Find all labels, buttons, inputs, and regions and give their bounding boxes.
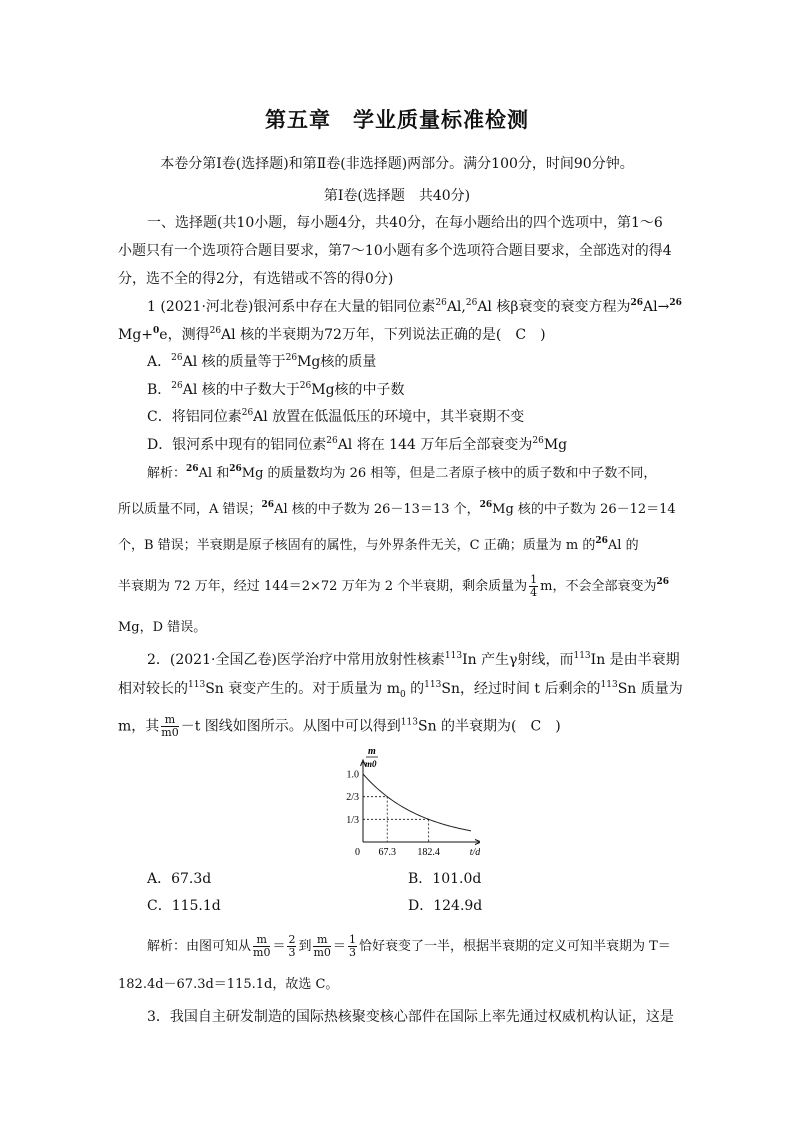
q2-option-c: C．115.1d: [147, 898, 221, 914]
decay-curve-chart: [330, 742, 480, 860]
q1-option-d: D．银河系中现有的铝同位素$^{26}$Al 将在 144 万年后全部衰变为$^{26}$Mg: [147, 436, 568, 453]
q1-explanation-line2: 所以质量不同，A 错误；$^{26}$Al 核的中子数为 26－13＝13 个，$^{26}$Mg 核的中子数为 26－12＝14: [118, 500, 676, 517]
x-axis-label: t/d: [469, 847, 480, 858]
q1-explanation-line1: 解析：$^{26}$Al 和$^{26}$Mg 的质量数均为 26 相等，但是二者原子核中的质子数和中子数不同，: [147, 464, 657, 481]
q1-option-c: C．将铝同位素$^{26}$Al 放置在低温低压的环境中，其半衰期不变: [147, 408, 525, 425]
x-tick-label: 182.4: [417, 847, 440, 858]
fraction-m-over-m0: $\frac{m}{m0}$: [161, 713, 179, 739]
section1-line3: 分，选不全的得2分，有选错或不答的得0分): [118, 271, 394, 287]
q2-stem-line2: 相对较长的$^{113}$Sn 衰变产生的。对于质量为 $m_0$ 的$^{113}$Sn，经过时间 t 后剩余的$^{113}$Sn 质量为: [118, 680, 683, 700]
x-tick-label: 0: [355, 847, 360, 858]
fraction-one-third: $\frac{1}{3}$: [348, 933, 356, 959]
part1-title: 第Ⅰ卷(选择题 共40分): [323, 188, 471, 204]
q1-option-a: A．$^{26}$Al 核的质量等于$^{26}$Mg核的质量: [147, 353, 377, 370]
y-tick-label: 2/3: [346, 792, 359, 804]
fraction-one-quarter: $\frac{1}{4}$: [530, 573, 538, 599]
y-axis-label-numerator: m: [368, 746, 376, 757]
q1-explanation-line4: 半衰期为 72 万年，经过 144＝2×72 万年为 2 个半衰期，剩余质量为 $\frac{1}{4}$ m，不会全部衰变为$^{26}$: [118, 573, 669, 599]
y-axis-label-denominator: m0: [365, 759, 377, 769]
fraction-m-over-m0-exp2: $\frac{m}{m0}$: [313, 933, 331, 959]
q2-option-d: D．124.9d: [408, 898, 483, 914]
q1-stem-line1: 1 (2021·河北卷)银河系中存在大量的铝同位素$^{26}$Al,$^{26}$Al 核β衰变的衰变方程为$^{26}$Al→$^{26}$: [147, 298, 682, 315]
q1-stem-line2: Mg+$^0$e，测得$^{26}$Al 核的半衰期为72万年，下列说法正确的是( C ): [118, 326, 546, 343]
section1-line1: 一、选择题(共10小题，每小题4分，共40分，在每小题给出的四个选项中，第1～6: [147, 215, 663, 231]
q1-explanation-line3: 个，B 错误；半衰期是原子核固有的属性，与外界条件无关，C 正确；质量为 m 的$^{26}$Al 的: [118, 536, 639, 553]
y-tick-label: 1.0: [346, 769, 359, 781]
fraction-m-over-m0-exp: $\frac{m}{m0}$: [253, 933, 271, 959]
decay-curve-series: [363, 774, 471, 831]
page-title: 第五章 学业质量标准检测: [265, 108, 529, 132]
x-tick-label: 67.3: [378, 847, 396, 858]
y-axis-label: [365, 746, 378, 769]
q2-option-a: A．67.3d: [147, 871, 212, 887]
q3-stem-line1: 3．我国自主研发制造的国际热核聚变核心部件在国际上率先通过权威机构认证，这是: [147, 1009, 674, 1025]
q1-option-b: B．$^{26}$Al 核的中子数大于$^{26}$Mg核的中子数: [147, 381, 405, 398]
q2-explanation-line1: 解析：由图可知从 $\frac{m}{m0}$ ＝ $\frac{2}{3}$ 到 $\frac{m}{m0}$ ＝ $\frac{1}{3}$ 恰好衰变了一半，根据半衰期的定义可知半衰期为 T＝: [147, 933, 671, 959]
y-tick-label: 1/3: [346, 814, 359, 826]
q1-explanation-line5: Mg，D 错误。: [118, 620, 207, 635]
exam-intro: 本卷分第Ⅰ卷(选择题)和第Ⅱ卷(非选择题)两部分。满分100分，时间90分钟。: [160, 156, 634, 172]
fraction-two-thirds: $\frac{2}{3}$: [288, 933, 296, 959]
q2-stem-line3: m，其 $\frac{m}{m0}$ －t 图线如图所示。从图中可以得到$^{113}$Sn 的半衰期为( C ): [118, 713, 561, 739]
q2-stem-line1: 2．(2021·全国乙卷)医学治疗中常用放射性核素$^{113}$In 产生γ射线，而$^{113}$In 是由半衰期: [147, 651, 680, 668]
q2-option-b: B．101.0d: [408, 871, 482, 887]
q2-explanation-line2: 182.4d－67.3d＝115.1d，故选 C。: [118, 977, 339, 992]
section1-line2: 小题只有一个选项符合题目要求，第7～10小题有多个选项符合题目要求，全部选对的得4: [118, 243, 672, 259]
